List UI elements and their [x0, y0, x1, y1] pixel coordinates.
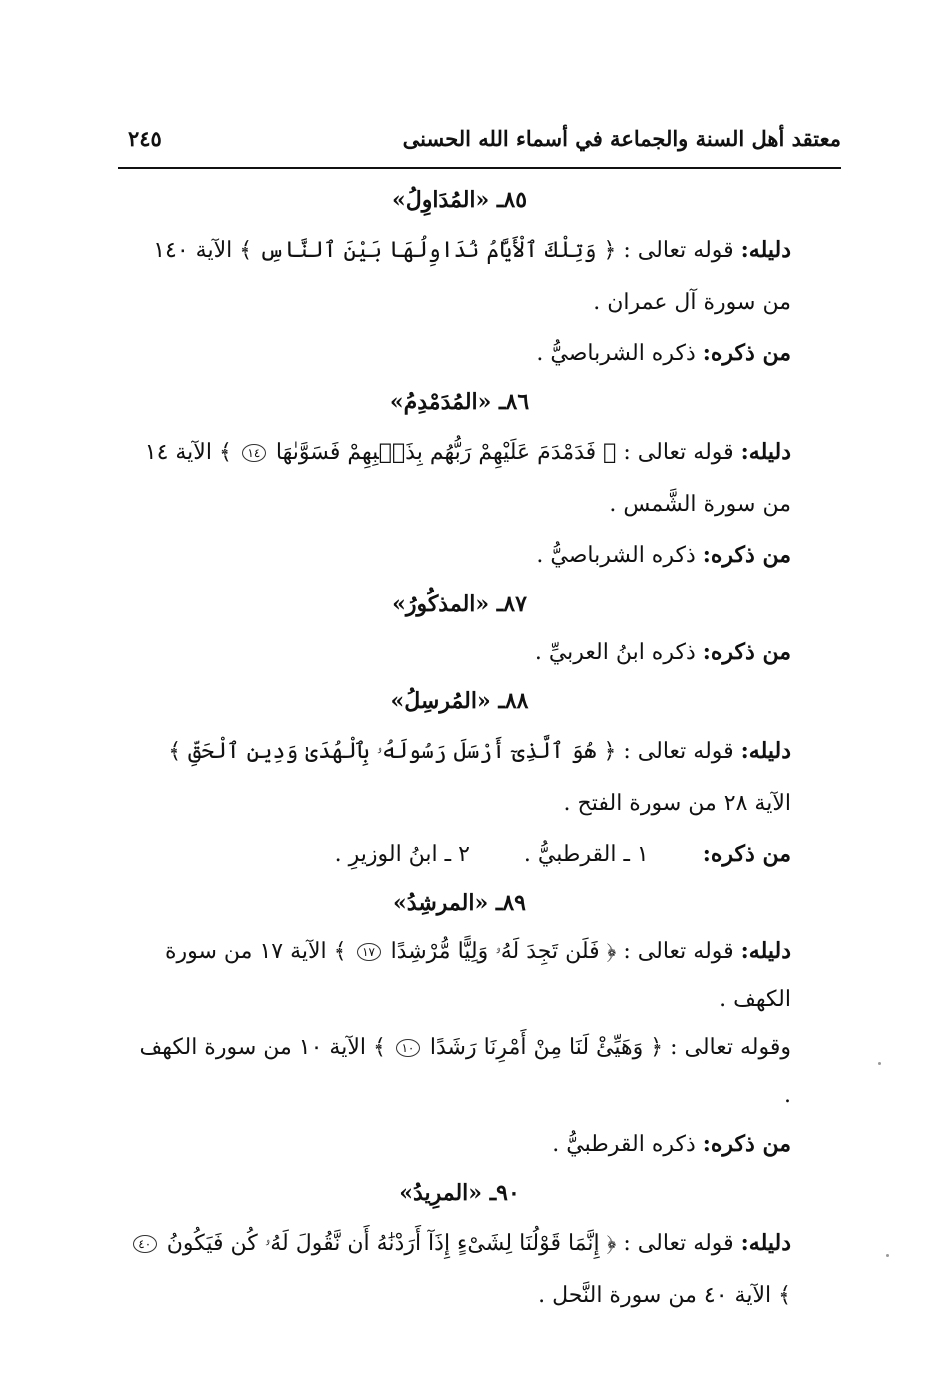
citation-label: من ذكره: — [702, 639, 791, 665]
quran-verse: ﴿ فَدَمْدَمَ عَلَيْهِمْ رَبُّهُم بِذَنۢبِهِمْ فَسَوَّىٰهَا — [275, 440, 617, 465]
evidence-label: دليله: — [740, 237, 791, 263]
quran-verse: ﴿ إِنَّمَا قَوْلُنَا لِشَىْءٍ إِذَآ أَرَدْنَٰهُ أَن نَّقُولَ لَهُۥ كُن فَيَكُونُ — [166, 1231, 617, 1256]
evidence-intro: قوله تعالى : — [623, 440, 734, 465]
citation-text: ذكره الشرباصيُّ . — [536, 341, 696, 366]
entry-heading: ٨٨ـ «المُرسِلُ» — [390, 688, 529, 714]
evidence-intro: قوله تعالى : — [623, 238, 734, 263]
verse-reference: الآية ١٤ من سورة الشَّمس . — [144, 440, 791, 517]
citation-text: ذكره ابنُ العربيِّ . — [534, 640, 696, 665]
quran-verse: ﴿ وَتِلْكَ ٱلْأَيَّامُ نُدَاوِلُهَا بَيْنَ ٱلنَّاسِ ﴾ — [239, 238, 617, 263]
verse-reference: الآية ٢٨ من سورة الفتح . — [563, 791, 791, 816]
citation-label: من ذكره: — [702, 542, 791, 568]
citation-paragraph — [128, 531, 791, 580]
entry-heading: ٨٧ـ «المذكُورُ» — [392, 591, 527, 617]
header-rule — [118, 167, 841, 169]
quran-verse-end: ﴾ — [218, 440, 232, 465]
evidence-paragraph — [128, 426, 791, 531]
citation-label: من ذكره: — [702, 841, 791, 867]
ayah-number-mark: ١٧ — [357, 943, 381, 961]
running-title: معتقد أهل السنة والجماعة في أسماء الله الحسنى — [402, 125, 841, 151]
verse-reference: الآية ١٠ من سورة الكهف . — [139, 1035, 791, 1108]
evidence-label: دليله: — [740, 738, 791, 764]
ayah-number-mark: ١٠ — [396, 1039, 420, 1057]
citation-paragraph — [128, 628, 791, 677]
citation-paragraph — [128, 1120, 791, 1169]
evidence-paragraph — [128, 927, 791, 1024]
page-content — [128, 176, 791, 1322]
evidence-label: دليله: — [740, 439, 791, 465]
evidence-intro: قوله تعالى : — [623, 739, 734, 764]
verse-reference: الآية ٤٠ من سورة النَّحل . — [538, 1283, 772, 1308]
evidence-paragraph — [128, 224, 791, 329]
evidence-intro: قوله تعالى : — [623, 1231, 734, 1256]
entry-heading: ٨٦ـ «المُدَمْدِمُ» — [389, 389, 530, 415]
page-number: ٢٤٥ — [128, 125, 162, 151]
verse-reference: الآية ١٧ من سورة الكهف . — [164, 939, 791, 1012]
entry-heading: ٩٠ـ «المرِيدُ» — [399, 1180, 520, 1206]
evidence-intro: وقوله تعالى : — [670, 1035, 791, 1060]
evidence-paragraph — [128, 1217, 791, 1322]
quran-verse-end: ﴾ — [333, 939, 347, 964]
evidence-paragraph-2 — [128, 1024, 791, 1120]
page-header — [128, 118, 841, 158]
scan-speck — [886, 1254, 889, 1257]
entry-heading: ٨٥ـ «المُدَاوِلُ» — [391, 187, 528, 213]
evidence-intro: قوله تعالى : — [623, 939, 734, 964]
citation-label: من ذكره: — [702, 1131, 791, 1157]
quran-verse-end: ﴾ — [373, 1035, 386, 1060]
evidence-label: دليله: — [740, 938, 791, 964]
evidence-label: دليله: — [740, 1230, 791, 1256]
scan-speck — [878, 1062, 881, 1065]
verse-reference: الآية ١٤٠ من سورة آل عمران . — [153, 238, 791, 315]
ayah-number-mark: ٤٠ — [133, 1235, 157, 1253]
ayah-number-mark: ١٤ — [242, 444, 266, 462]
evidence-paragraph — [128, 725, 791, 830]
citation-item: ١ ـ القرطبيُّ . — [523, 842, 649, 867]
citation-text: ذكره الشرباصيُّ . — [536, 543, 696, 568]
citation-paragraph — [128, 329, 791, 378]
citation-item: ٢ ـ ابنُ الوزيرِ . — [334, 842, 470, 867]
quran-verse: ﴿ هُوَ ٱلَّذِىٓ أَرْسَلَ رَسُولَهُۥ بِٱلْهُدَىٰ وَدِينِ ٱلْحَقِّ ﴾ — [168, 739, 617, 764]
quran-verse: ﴿ وَهَيِّئْ لَنَا مِنْ أَمْرِنَا رَشَدًا — [429, 1035, 664, 1060]
quran-verse: ﴿ فَلَن تَجِدَ لَهُۥ وَلِيًّا مُّرْشِدًا — [390, 939, 617, 964]
citation-paragraph — [128, 830, 791, 879]
citation-label: من ذكره: — [702, 340, 791, 366]
entry-heading: ٨٩ـ «المرشِدُ» — [393, 890, 526, 916]
citation-text: ذكره القرطبيُّ . — [552, 1132, 696, 1157]
quran-verse-end: ﴾ — [778, 1283, 791, 1308]
